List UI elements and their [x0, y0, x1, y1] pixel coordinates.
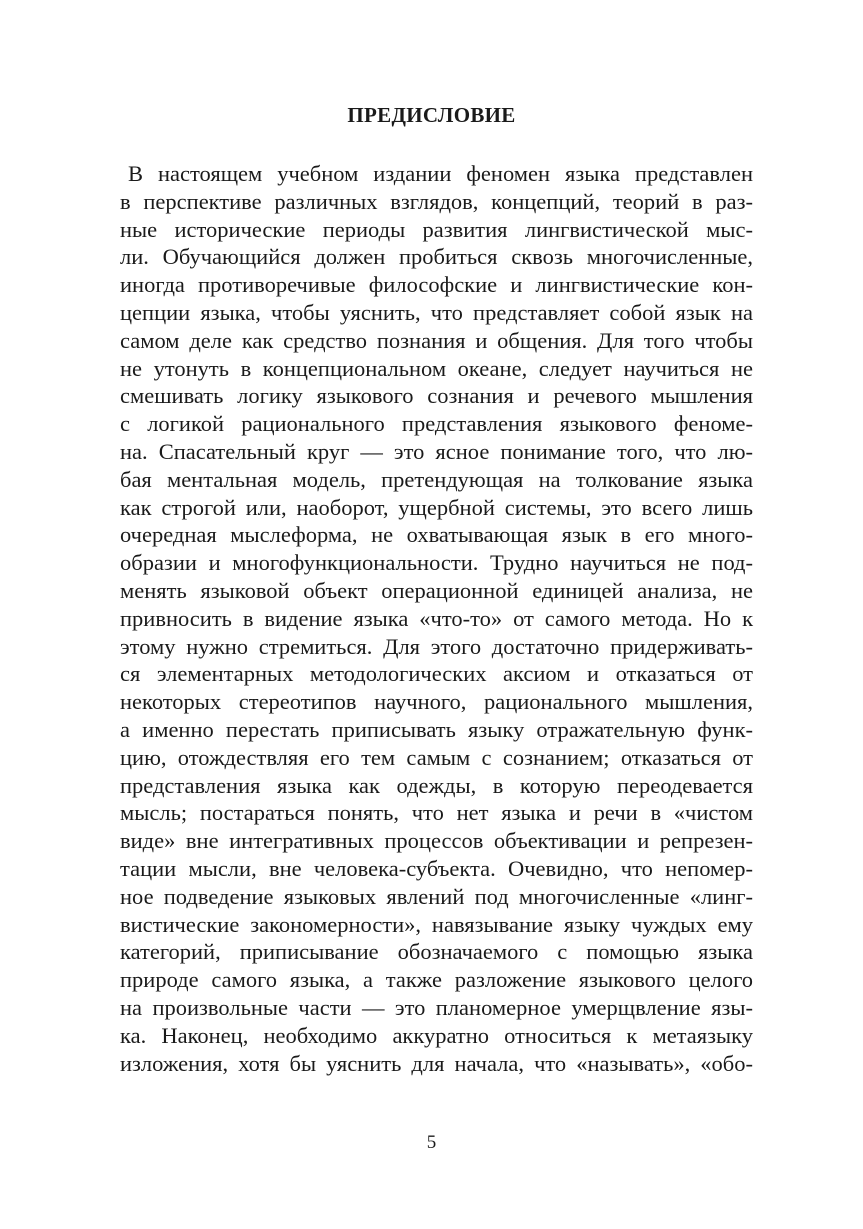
- text-line: цию, отождествляя его тем самым с сознанием; отказаться от: [120, 744, 753, 770]
- text-line: как строгой или, наоборот, ущербной системы, это всего лишь: [120, 494, 753, 520]
- text-line: этому нужно стремиться. Для этого достаточно придерживать-: [120, 633, 753, 659]
- text-line: мысль; постараться понять, что нет языка и речи в «чистом: [120, 800, 753, 826]
- text-line: природе самого языка, а также разложение языкового целого: [120, 967, 753, 993]
- text-line: бая ментальная модель, претендующая на толкование языка: [120, 466, 753, 492]
- text-line: ка. Наконец, необходимо аккуратно относиться к метаязыку: [120, 1022, 753, 1048]
- text-line: ные исторические периоды развития лингвистической мыс-: [120, 216, 753, 242]
- text-line: изложения, хотя бы уяснить для начала, что «называть», «обо-: [120, 1050, 753, 1076]
- text-line: категорий, приписывание обозначаемого с помощью языка: [120, 939, 753, 965]
- text-line: цепции языка, чтобы уяснить, что представляет собой язык на: [120, 299, 753, 325]
- text-line: ся элементарных методологических аксиом и отказаться от: [120, 661, 753, 687]
- text-line: на. Спасательный круг — это ясное понимание того, что лю-: [120, 438, 753, 464]
- text-line: не утонуть в концепциональном океане, следует научиться не: [120, 355, 753, 381]
- text-line: менять языковой объект операционной единицей анализа, не: [120, 577, 753, 603]
- text-line: с логикой рационального представления языкового феноме-: [120, 411, 753, 437]
- text-line: образии и многофункциональности. Трудно научиться не под-: [120, 550, 753, 576]
- page-number: 5: [426, 1132, 437, 1153]
- text-line: В настоящем учебном издании феномен языка представлен: [128, 161, 753, 186]
- text-line: смешивать логику языкового сознания и речевого мышления: [120, 383, 753, 409]
- text-line: самом деле как средство познания и общения. Для того чтобы: [120, 327, 753, 353]
- text-line: в перспективе различных взглядов, концепций, теорий в раз-: [120, 188, 753, 214]
- text-line: ное подведение языковых явлений под многочисленные «линг-: [120, 883, 753, 909]
- text-line: иногда противоречивые философские и лингвистические кон-: [120, 272, 753, 298]
- text-line: тации мысли, вне человека-субъекта. Очевидно, что непомер-: [120, 855, 753, 881]
- text-line: привносить в видение языка «что-то» от самого метода. Но к: [120, 605, 753, 631]
- text-line: представления языка как одежды, в которую переодевается: [120, 772, 753, 798]
- text-line: очередная мыслеформа, не охватывающая язык в его много-: [120, 522, 753, 548]
- page-heading: ПРЕДИСЛОВИЕ: [347, 103, 516, 127]
- text-line: виде» вне интегративных процессов объективации и репрезен-: [120, 828, 753, 854]
- text-line: вистические закономерности», навязывание языку чуждых ему: [120, 911, 753, 937]
- body-paragraph: [120, 160, 753, 1077]
- text-line: на произвольные части — это планомерное умерщвление язы-: [120, 994, 753, 1020]
- text-line: некоторых стереотипов научного, рационального мышления,: [120, 689, 753, 715]
- text-line: а именно перестать приписывать языку отражательную функ-: [120, 716, 753, 742]
- text-line: ли. Обучающийся должен пробиться сквозь многочисленные,: [120, 244, 753, 270]
